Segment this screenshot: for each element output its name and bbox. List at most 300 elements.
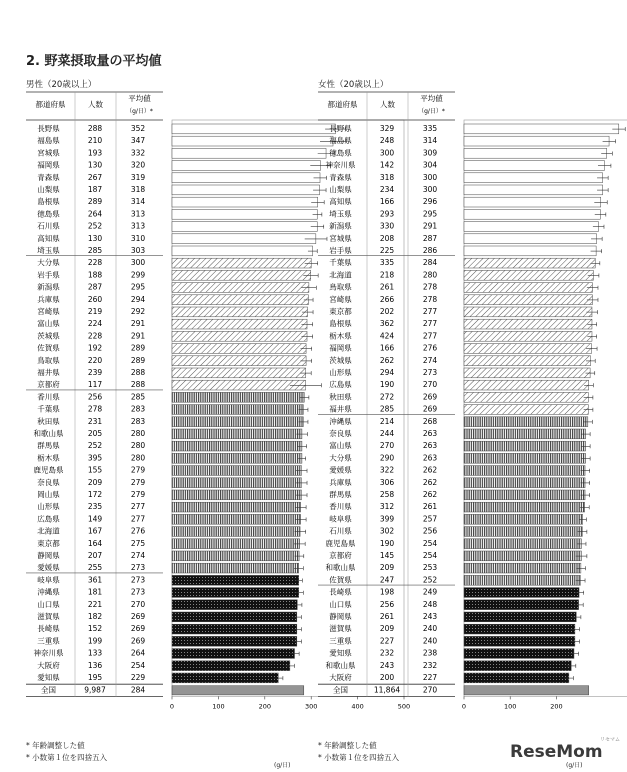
male-pref-label: 岩手県 bbox=[37, 270, 60, 280]
female-bar bbox=[464, 588, 579, 598]
male-pref-label: 富山県 bbox=[37, 319, 60, 329]
male-count-label: 239 bbox=[87, 368, 103, 377]
male-bar bbox=[172, 197, 318, 207]
male-mean-label: 310 bbox=[130, 233, 146, 243]
female-count-label: 285 bbox=[379, 404, 395, 414]
female-mean-label: 227 bbox=[422, 673, 438, 682]
female-count-label: 293 bbox=[379, 209, 395, 219]
female-total-count: 11,864 bbox=[373, 685, 401, 695]
male-bar bbox=[172, 539, 300, 549]
male-total-count: 9,987 bbox=[84, 685, 106, 695]
male-mean-label: 300 bbox=[130, 258, 146, 268]
female-pref-label: 広島県 bbox=[329, 380, 352, 390]
male-mean-label: 347 bbox=[130, 136, 146, 146]
male-mean-label: 229 bbox=[130, 673, 146, 682]
male-bar bbox=[172, 234, 316, 244]
female-bar bbox=[464, 185, 603, 195]
female-count-label: 329 bbox=[379, 124, 395, 133]
male-x-tick-label: 300 bbox=[304, 702, 318, 711]
male-pref-label: 香川県 bbox=[37, 392, 60, 402]
female-mean-label: 269 bbox=[422, 392, 438, 402]
female-bar bbox=[464, 124, 619, 134]
watermark-logo: ReseMom bbox=[510, 742, 603, 762]
male-mean-label: 283 bbox=[130, 404, 146, 414]
male-pref-label: 千葉県 bbox=[37, 404, 60, 414]
female-count-label: 142 bbox=[379, 160, 395, 170]
male-mean-label: 279 bbox=[130, 490, 146, 499]
female-pref-label: 宮城県 bbox=[329, 233, 352, 243]
female-count-label: 190 bbox=[379, 538, 395, 548]
female-pref-label: 静岡県 bbox=[329, 612, 352, 621]
female-bar bbox=[464, 197, 601, 207]
female-mean-label: 304 bbox=[422, 160, 438, 170]
male-pref-label: 石川県 bbox=[37, 221, 60, 231]
female-bar bbox=[464, 307, 592, 317]
male-bar bbox=[172, 136, 333, 146]
male-header-mean: 平均値 bbox=[128, 94, 151, 103]
male-bar bbox=[172, 453, 302, 463]
female-x-tick-label: 200 bbox=[550, 702, 563, 711]
female-mean-label: 295 bbox=[422, 209, 438, 219]
male-mean-label: 273 bbox=[130, 563, 146, 573]
male-count-label: 152 bbox=[87, 624, 103, 634]
female-mean-label: 270 bbox=[422, 380, 438, 390]
female-bar bbox=[464, 649, 574, 659]
male-bar bbox=[172, 636, 297, 646]
male-count-label: 224 bbox=[87, 319, 103, 329]
page-title: 2. 野菜摂取量の平均値 bbox=[26, 54, 162, 69]
male-x-tick-label: 100 bbox=[212, 702, 225, 711]
male-bar bbox=[172, 270, 311, 280]
male-mean-label: 280 bbox=[130, 441, 146, 451]
female-pref-label: 宮崎県 bbox=[329, 294, 352, 304]
female-pref-label: 岩手県 bbox=[329, 246, 352, 255]
male-bar bbox=[172, 356, 306, 366]
male-mean-label: 289 bbox=[130, 355, 146, 365]
female-bar bbox=[464, 258, 595, 268]
male-bar bbox=[172, 307, 307, 317]
male-bar bbox=[172, 661, 290, 671]
female-bar bbox=[464, 295, 592, 305]
female-mean-label: 254 bbox=[422, 551, 438, 560]
male-bar bbox=[172, 295, 308, 305]
male-bar bbox=[172, 283, 309, 293]
female-bar bbox=[464, 161, 604, 171]
male-mean-label: 352 bbox=[130, 124, 146, 133]
female-mean-label: 309 bbox=[422, 148, 438, 158]
female-pref-label: 島根県 bbox=[329, 319, 352, 329]
female-count-label: 232 bbox=[379, 648, 395, 658]
male-bar bbox=[172, 161, 320, 171]
female-mean-label: 284 bbox=[422, 258, 438, 268]
male-pref-label: 長崎県 bbox=[37, 624, 60, 634]
male-bar bbox=[172, 392, 304, 402]
male-pref-label: 北海道 bbox=[37, 526, 60, 536]
female-mean-label: 262 bbox=[422, 490, 438, 499]
female-count-label: 362 bbox=[379, 319, 395, 329]
female-mean-label: 238 bbox=[422, 648, 438, 658]
male-pref-label: 埼玉県 bbox=[37, 246, 60, 255]
male-count-label: 164 bbox=[87, 538, 103, 548]
female-total-mean: 270 bbox=[422, 685, 438, 695]
female-bar bbox=[464, 673, 569, 683]
male-count-label: 136 bbox=[87, 660, 103, 670]
female-count-label: 330 bbox=[379, 221, 395, 231]
male-mean-label: 276 bbox=[130, 526, 146, 536]
male-pref-label: 三重県 bbox=[37, 636, 60, 646]
female-count-label: 322 bbox=[379, 465, 395, 475]
male-count-label: 117 bbox=[87, 380, 103, 390]
male-mean-label: 264 bbox=[130, 648, 146, 658]
female-count-label: 243 bbox=[379, 660, 395, 670]
male-pref-label: 宮崎県 bbox=[37, 307, 60, 316]
male-bar bbox=[172, 649, 294, 659]
female-mean-label: 273 bbox=[422, 368, 438, 377]
male-mean-label: 292 bbox=[130, 307, 146, 316]
male-mean-label: 285 bbox=[130, 392, 146, 402]
female-mean-label: 278 bbox=[422, 282, 438, 292]
female-pref-label: 長野県 bbox=[329, 124, 352, 133]
male-bar bbox=[172, 466, 301, 476]
male-pref-label: 群馬県 bbox=[37, 441, 60, 451]
male-mean-label: 291 bbox=[130, 319, 146, 329]
male-pref-label: 広島県 bbox=[37, 514, 60, 524]
female-bar bbox=[464, 563, 581, 573]
male-bar bbox=[172, 588, 299, 598]
male-pref-label: 長野県 bbox=[37, 124, 60, 133]
male-count-label: 220 bbox=[87, 355, 103, 365]
female-bar bbox=[464, 148, 607, 158]
female-count-label: 318 bbox=[379, 172, 395, 182]
female-mean-label: 335 bbox=[422, 124, 438, 133]
male-bar bbox=[172, 490, 301, 500]
female-pref-label: 福井県 bbox=[329, 404, 352, 414]
male-bar bbox=[172, 673, 278, 683]
female-bar bbox=[464, 222, 598, 232]
female-pref-label: 北海道 bbox=[329, 270, 352, 280]
male-count-label: 199 bbox=[87, 636, 103, 646]
female-bar bbox=[464, 392, 588, 402]
male-count-label: 289 bbox=[87, 197, 103, 207]
male-count-label: 252 bbox=[87, 221, 103, 231]
female-pref-label: 兵庫県 bbox=[329, 477, 352, 487]
male-count-label: 193 bbox=[87, 148, 103, 158]
male-x-unit: (g/日) bbox=[274, 762, 291, 769]
male-count-label: 188 bbox=[87, 270, 103, 280]
female-bar bbox=[464, 429, 586, 439]
male-bar bbox=[172, 527, 300, 537]
male-count-label: 221 bbox=[87, 599, 103, 609]
female-pref-label: 京都府 bbox=[329, 551, 352, 560]
male-mean-label: 277 bbox=[130, 514, 146, 524]
female-count-label: 218 bbox=[379, 270, 395, 280]
male-pref-label: 愛媛県 bbox=[37, 563, 60, 573]
male-mean-label: 303 bbox=[130, 246, 146, 255]
female-count-label: 190 bbox=[379, 380, 395, 390]
male-bar bbox=[172, 258, 311, 268]
female-mean-label: 276 bbox=[422, 343, 438, 353]
male-bar bbox=[172, 514, 301, 524]
male-mean-label: 313 bbox=[130, 221, 146, 231]
male-total-bar bbox=[172, 686, 304, 695]
female-count-label: 214 bbox=[379, 416, 395, 426]
male-count-label: 219 bbox=[87, 307, 103, 316]
female-bar bbox=[464, 441, 586, 451]
female-mean-label: 261 bbox=[422, 502, 438, 512]
female-mean-label: 296 bbox=[422, 197, 438, 207]
male-count-label: 187 bbox=[87, 185, 103, 194]
male-count-label: 288 bbox=[87, 124, 103, 133]
male-total-mean: 284 bbox=[130, 685, 146, 695]
male-bar bbox=[172, 405, 303, 415]
male-header-count: 人数 bbox=[88, 100, 103, 109]
male-count-label: 133 bbox=[87, 648, 103, 658]
male-pref-label: 大分県 bbox=[37, 258, 60, 268]
female-mean-label: 240 bbox=[422, 624, 438, 634]
male-count-label: 287 bbox=[87, 282, 103, 292]
male-pref-label: 大阪府 bbox=[37, 660, 60, 670]
male-bar bbox=[172, 124, 335, 134]
female-pref-label: 栃木県 bbox=[329, 331, 352, 341]
female-pref-label: 佐賀県 bbox=[329, 575, 352, 585]
male-count-label: 395 bbox=[87, 453, 103, 463]
female-bar bbox=[464, 612, 576, 622]
male-count-label: 228 bbox=[87, 331, 103, 341]
female-bar bbox=[464, 600, 579, 610]
female-pref-label: 青森県 bbox=[329, 172, 352, 182]
female-pref-label: 和歌山県 bbox=[325, 563, 356, 573]
male-pref-label: 栃木県 bbox=[37, 453, 60, 463]
male-count-label: 192 bbox=[87, 343, 103, 353]
male-mean-label: 320 bbox=[130, 160, 146, 170]
female-count-label: 209 bbox=[379, 563, 395, 573]
male-mean-label: 288 bbox=[130, 368, 146, 377]
female-pref-label: 徳島県 bbox=[329, 148, 352, 158]
female-bar bbox=[464, 356, 591, 366]
male-subtitle: 男性（20歳以上） bbox=[26, 80, 97, 90]
female-count-label: 208 bbox=[379, 233, 395, 243]
male-mean-label: 273 bbox=[130, 587, 146, 597]
female-mean-label: 287 bbox=[422, 233, 438, 243]
male-bar bbox=[172, 380, 306, 390]
male-mean-label: 313 bbox=[130, 209, 146, 219]
female-mean-label: 263 bbox=[422, 453, 438, 463]
male-count-label: 210 bbox=[87, 136, 103, 146]
female-pref-label: 福岡県 bbox=[329, 343, 352, 353]
male-count-label: 155 bbox=[87, 465, 103, 475]
female-bar bbox=[464, 502, 585, 512]
male-bar bbox=[172, 246, 313, 256]
male-pref-label: 福井県 bbox=[37, 368, 60, 377]
male-pref-label: 徳島県 bbox=[37, 209, 60, 219]
male-pref-label: 佐賀県 bbox=[37, 343, 60, 353]
male-bar bbox=[172, 173, 320, 183]
female-count-label: 166 bbox=[379, 197, 395, 207]
female-total-bar bbox=[464, 686, 589, 695]
male-pref-label: 愛知県 bbox=[37, 673, 60, 682]
female-bar bbox=[464, 270, 593, 280]
female-pref-label: 和歌山県 bbox=[325, 660, 356, 670]
male-note-age-adjusted: * 年齢調整した値 bbox=[26, 741, 85, 750]
female-mean-label: 256 bbox=[422, 526, 438, 536]
male-pref-label: 茨城県 bbox=[37, 331, 60, 341]
female-count-label: 256 bbox=[379, 599, 395, 609]
female-bar bbox=[464, 527, 582, 537]
female-mean-label: 277 bbox=[422, 331, 438, 341]
female-mean-label: 254 bbox=[422, 538, 438, 548]
female-pref-label: 高知県 bbox=[329, 197, 352, 207]
female-pref-label: 愛知県 bbox=[329, 648, 352, 658]
female-pref-label: 東京都 bbox=[329, 307, 352, 316]
female-mean-label: 300 bbox=[422, 172, 438, 182]
female-mean-label: 314 bbox=[422, 136, 438, 146]
female-note-rounding: * 小数第１位を四捨五入 bbox=[318, 753, 400, 762]
male-count-label: 264 bbox=[87, 209, 103, 219]
male-header-pref: 都道府県 bbox=[35, 100, 66, 109]
female-pref-label: 大分県 bbox=[329, 453, 352, 463]
male-header-unit: （g/日）* bbox=[126, 108, 153, 115]
male-mean-label: 280 bbox=[130, 429, 146, 438]
male-x-tick-label: 0 bbox=[169, 702, 175, 711]
male-bar bbox=[172, 563, 299, 573]
female-pref-label: 岐阜県 bbox=[329, 514, 352, 524]
female-count-label: 202 bbox=[379, 307, 395, 316]
female-bar bbox=[464, 551, 581, 561]
male-count-label: 181 bbox=[87, 587, 103, 597]
female-header-unit: （g/日）* bbox=[418, 108, 445, 115]
male-x-tick-label: 200 bbox=[258, 702, 272, 711]
female-count-label: 209 bbox=[379, 624, 395, 634]
female-bar bbox=[464, 490, 585, 500]
male-count-label: 130 bbox=[87, 160, 103, 170]
male-mean-label: 319 bbox=[130, 172, 146, 182]
male-pref-label: 高知県 bbox=[37, 233, 60, 243]
male-count-label: 207 bbox=[87, 551, 103, 560]
male-bar bbox=[172, 209, 317, 219]
male-bar bbox=[172, 575, 299, 585]
female-bar bbox=[464, 331, 592, 341]
male-count-label: 235 bbox=[87, 502, 103, 512]
male-note-rounding: * 小数第１位を四捨五入 bbox=[26, 753, 108, 762]
female-pref-label: 三重県 bbox=[329, 636, 352, 646]
female-pref-label: 奈良県 bbox=[329, 429, 352, 438]
male-pref-label: 福岡県 bbox=[37, 160, 60, 170]
female-bar bbox=[464, 136, 609, 146]
female-bar bbox=[464, 405, 588, 415]
male-bar bbox=[172, 441, 302, 451]
female-pref-label: 山梨県 bbox=[329, 185, 352, 194]
male-count-label: 167 bbox=[87, 526, 103, 536]
male-bar bbox=[172, 429, 302, 439]
male-pref-label: 静岡県 bbox=[37, 551, 60, 560]
female-count-label: 227 bbox=[379, 636, 395, 646]
female-count-label: 166 bbox=[379, 343, 395, 353]
male-pref-label: 兵庫県 bbox=[37, 294, 60, 304]
female-count-label: 294 bbox=[379, 368, 395, 377]
male-mean-label: 270 bbox=[130, 599, 146, 609]
female-header-pref: 都道府県 bbox=[327, 100, 358, 109]
male-bar bbox=[172, 368, 306, 378]
female-pref-label: 滋賀県 bbox=[329, 624, 352, 634]
male-pref-label: 青森県 bbox=[37, 172, 60, 182]
female-mean-label: 249 bbox=[422, 587, 438, 597]
male-bar bbox=[172, 417, 303, 427]
female-pref-label: 秋田県 bbox=[329, 392, 352, 402]
female-mean-label: 232 bbox=[422, 660, 438, 670]
male-bar bbox=[172, 478, 301, 488]
male-total-pref: 全国 bbox=[41, 685, 56, 695]
female-count-label: 261 bbox=[379, 282, 395, 292]
female-count-label: 244 bbox=[379, 429, 395, 438]
male-count-label: 260 bbox=[87, 294, 103, 304]
male-mean-label: 288 bbox=[130, 380, 146, 390]
female-pref-label: 香川県 bbox=[329, 502, 352, 512]
male-count-label: 195 bbox=[87, 673, 103, 682]
female-mean-label: 240 bbox=[422, 636, 438, 646]
female-count-label: 399 bbox=[379, 514, 395, 524]
male-mean-label: 291 bbox=[130, 331, 146, 341]
female-mean-label: 262 bbox=[422, 465, 438, 475]
female-pref-label: 福島県 bbox=[329, 136, 352, 146]
female-pref-label: 山口県 bbox=[329, 599, 352, 609]
female-pref-label: 群馬県 bbox=[329, 490, 352, 499]
female-bar bbox=[464, 417, 588, 427]
female-count-label: 247 bbox=[379, 575, 395, 585]
male-mean-label: 289 bbox=[130, 343, 146, 353]
female-count-label: 424 bbox=[379, 331, 395, 341]
female-count-label: 302 bbox=[379, 526, 395, 536]
male-mean-label: 299 bbox=[130, 270, 146, 280]
female-pref-label: 鹿児島県 bbox=[325, 538, 356, 548]
female-mean-label: 257 bbox=[422, 514, 438, 524]
male-mean-label: 294 bbox=[130, 294, 146, 304]
male-mean-label: 269 bbox=[130, 636, 146, 646]
male-pref-label: 沖縄県 bbox=[37, 587, 60, 597]
male-pref-label: 山形県 bbox=[37, 502, 60, 512]
female-mean-label: 262 bbox=[422, 477, 438, 487]
male-count-label: 172 bbox=[87, 490, 103, 499]
female-pref-label: 長崎県 bbox=[329, 587, 352, 597]
female-subtitle: 女性（20歳以上） bbox=[318, 80, 389, 90]
female-header-mean: 平均値 bbox=[420, 94, 443, 103]
female-mean-label: 248 bbox=[422, 599, 438, 609]
male-mean-label: 273 bbox=[130, 575, 146, 585]
male-bar bbox=[172, 331, 307, 341]
male-pref-label: 滋賀県 bbox=[37, 612, 60, 621]
female-pref-label: 新潟県 bbox=[329, 221, 352, 231]
female-bar bbox=[464, 380, 589, 390]
female-pref-label: 千葉県 bbox=[329, 258, 352, 268]
female-x-tick-label: 0 bbox=[461, 702, 467, 711]
female-count-label: 262 bbox=[379, 355, 395, 365]
female-mean-label: 280 bbox=[422, 270, 438, 280]
female-count-label: 234 bbox=[379, 185, 395, 194]
female-x-tick-label: 100 bbox=[503, 702, 517, 711]
female-mean-label: 243 bbox=[422, 612, 438, 621]
female-count-label: 145 bbox=[379, 551, 395, 560]
female-bar bbox=[464, 209, 600, 219]
male-bar bbox=[172, 624, 297, 634]
male-pref-label: 山梨県 bbox=[37, 185, 60, 194]
male-pref-label: 島根県 bbox=[37, 197, 60, 207]
male-bar bbox=[172, 344, 306, 354]
male-count-label: 149 bbox=[87, 514, 103, 524]
male-count-label: 228 bbox=[87, 258, 103, 268]
male-count-label: 130 bbox=[87, 233, 103, 243]
female-bar bbox=[464, 478, 585, 488]
male-mean-label: 277 bbox=[130, 502, 146, 512]
male-bar bbox=[172, 148, 326, 158]
